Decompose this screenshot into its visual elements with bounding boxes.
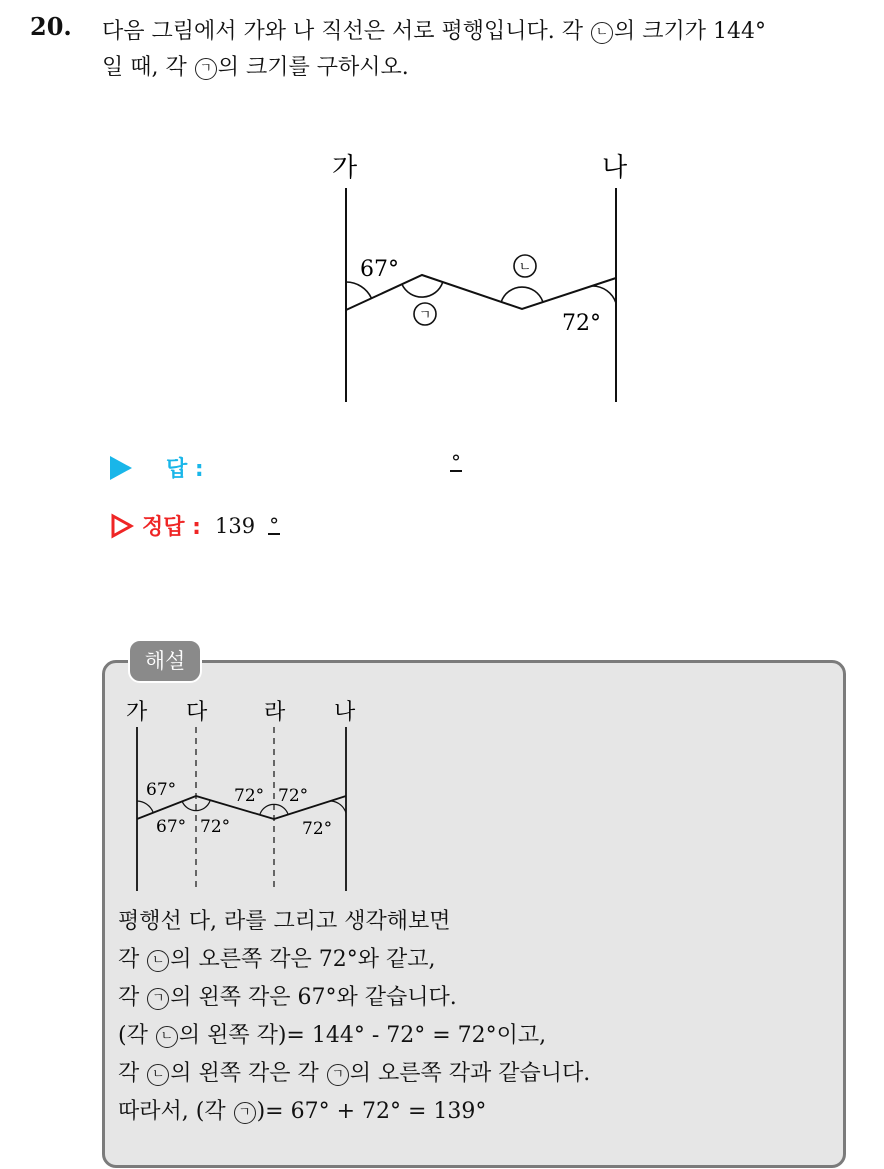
- question-text-part: 일 때, 각: [102, 55, 194, 80]
- exp-text-part: 각: [118, 947, 147, 972]
- explanation-tab: 해설: [128, 639, 202, 683]
- question-text-part: 의 크기를 구하시오.: [217, 55, 409, 80]
- exp-angle-72-3: 72°: [278, 786, 309, 806]
- exp-text-part: 각: [118, 1061, 147, 1086]
- question-number: 20.: [30, 12, 72, 41]
- exp-text-part: 의 왼쪽 각)= 144° - 72° = 72°이고,: [178, 1023, 547, 1048]
- circle-n-text: ㄴ: [518, 260, 532, 275]
- correct-answer-label: 정답 :: [142, 515, 201, 540]
- arc-67: [346, 282, 372, 298]
- play-triangle-icon: [110, 456, 132, 480]
- angle-72-label: 72°: [562, 311, 601, 336]
- arc-g: [402, 282, 443, 297]
- exp-line-5: [118, 1055, 818, 1093]
- question-text-part: 다음 그림에서 가와 나 직선은 서로 평행입니다. 각: [102, 19, 590, 44]
- circle-g-icon: ㄱ: [234, 1102, 256, 1124]
- label-na: 나: [602, 153, 628, 183]
- question-text: [102, 14, 872, 86]
- exp-label-da: 다: [186, 700, 208, 725]
- circle-n-icon: ㄴ: [147, 950, 169, 972]
- exp-line-3: [118, 979, 818, 1017]
- exp-text-part: 의 왼쪽 각은 67°와 같습니다.: [170, 985, 457, 1010]
- exp-text-part: (각: [118, 1023, 155, 1048]
- exp-text-part: 각: [118, 985, 147, 1010]
- circle-g-icon: ㄱ: [327, 1064, 349, 1086]
- exp-text-part: 의 왼쪽 각은 각: [170, 1061, 326, 1086]
- outline-triangle-icon: [110, 513, 134, 539]
- answer-label: 답 :: [166, 457, 204, 482]
- exp-line-6: [118, 1093, 818, 1131]
- exp-angle-72-1: 72°: [200, 817, 231, 837]
- circle-g-icon: ㄱ: [195, 58, 217, 80]
- correct-answer-value: 139: [214, 513, 256, 538]
- question-line-1: [102, 14, 872, 50]
- exp-text-part: 의 오른쪽 각과 같습니다.: [349, 1061, 591, 1086]
- parallel-lines-figure: [300, 140, 660, 410]
- answer-row: [110, 452, 204, 483]
- correct-answer-degree: °: [269, 512, 280, 537]
- exp-arc-4: [331, 801, 346, 813]
- explanation-text: [118, 903, 818, 1131]
- answer-input-area[interactable]: [450, 449, 462, 474]
- exp-label-ga: 가: [126, 700, 148, 725]
- exp-angle-72-4: 72°: [302, 819, 333, 839]
- correct-answer-row: [110, 510, 280, 541]
- circle-g-icon: ㄱ: [147, 988, 169, 1010]
- exp-angle-67-bot: 67°: [156, 817, 187, 837]
- circle-n-icon: ㄴ: [156, 1026, 178, 1048]
- exp-label-ra: 라: [264, 700, 286, 725]
- exp-text-part: 의 오른쪽 각은 72°와 같고,: [170, 947, 436, 972]
- question-text-part: 의 크기가 144°: [613, 19, 766, 44]
- question-line-2: [102, 50, 872, 86]
- exp-angle-72-2: 72°: [234, 786, 265, 806]
- exp-angle-67-top: 67°: [146, 780, 177, 800]
- explanation-figure: [118, 695, 368, 895]
- exp-line-1: 평행선 다, 라를 그리고 생각해보면: [118, 909, 451, 934]
- arc-n: [501, 287, 543, 302]
- exp-line-4: [118, 1017, 818, 1055]
- exp-text-part: )= 67° + 72° = 139°: [256, 1099, 487, 1124]
- circle-g-text: ㄱ: [418, 308, 432, 323]
- circle-n-icon: ㄴ: [591, 22, 613, 44]
- exp-line-2: [118, 941, 818, 979]
- angle-67-label: 67°: [360, 257, 399, 282]
- label-ga: 가: [332, 153, 358, 183]
- circle-n-icon: ㄴ: [147, 1064, 169, 1086]
- arc-72: [592, 286, 616, 303]
- exp-arc-1: [137, 801, 153, 812]
- answer-degree: °: [451, 449, 461, 474]
- exp-text-part: 따라서, (각: [118, 1099, 233, 1124]
- exp-label-na: 나: [334, 700, 356, 725]
